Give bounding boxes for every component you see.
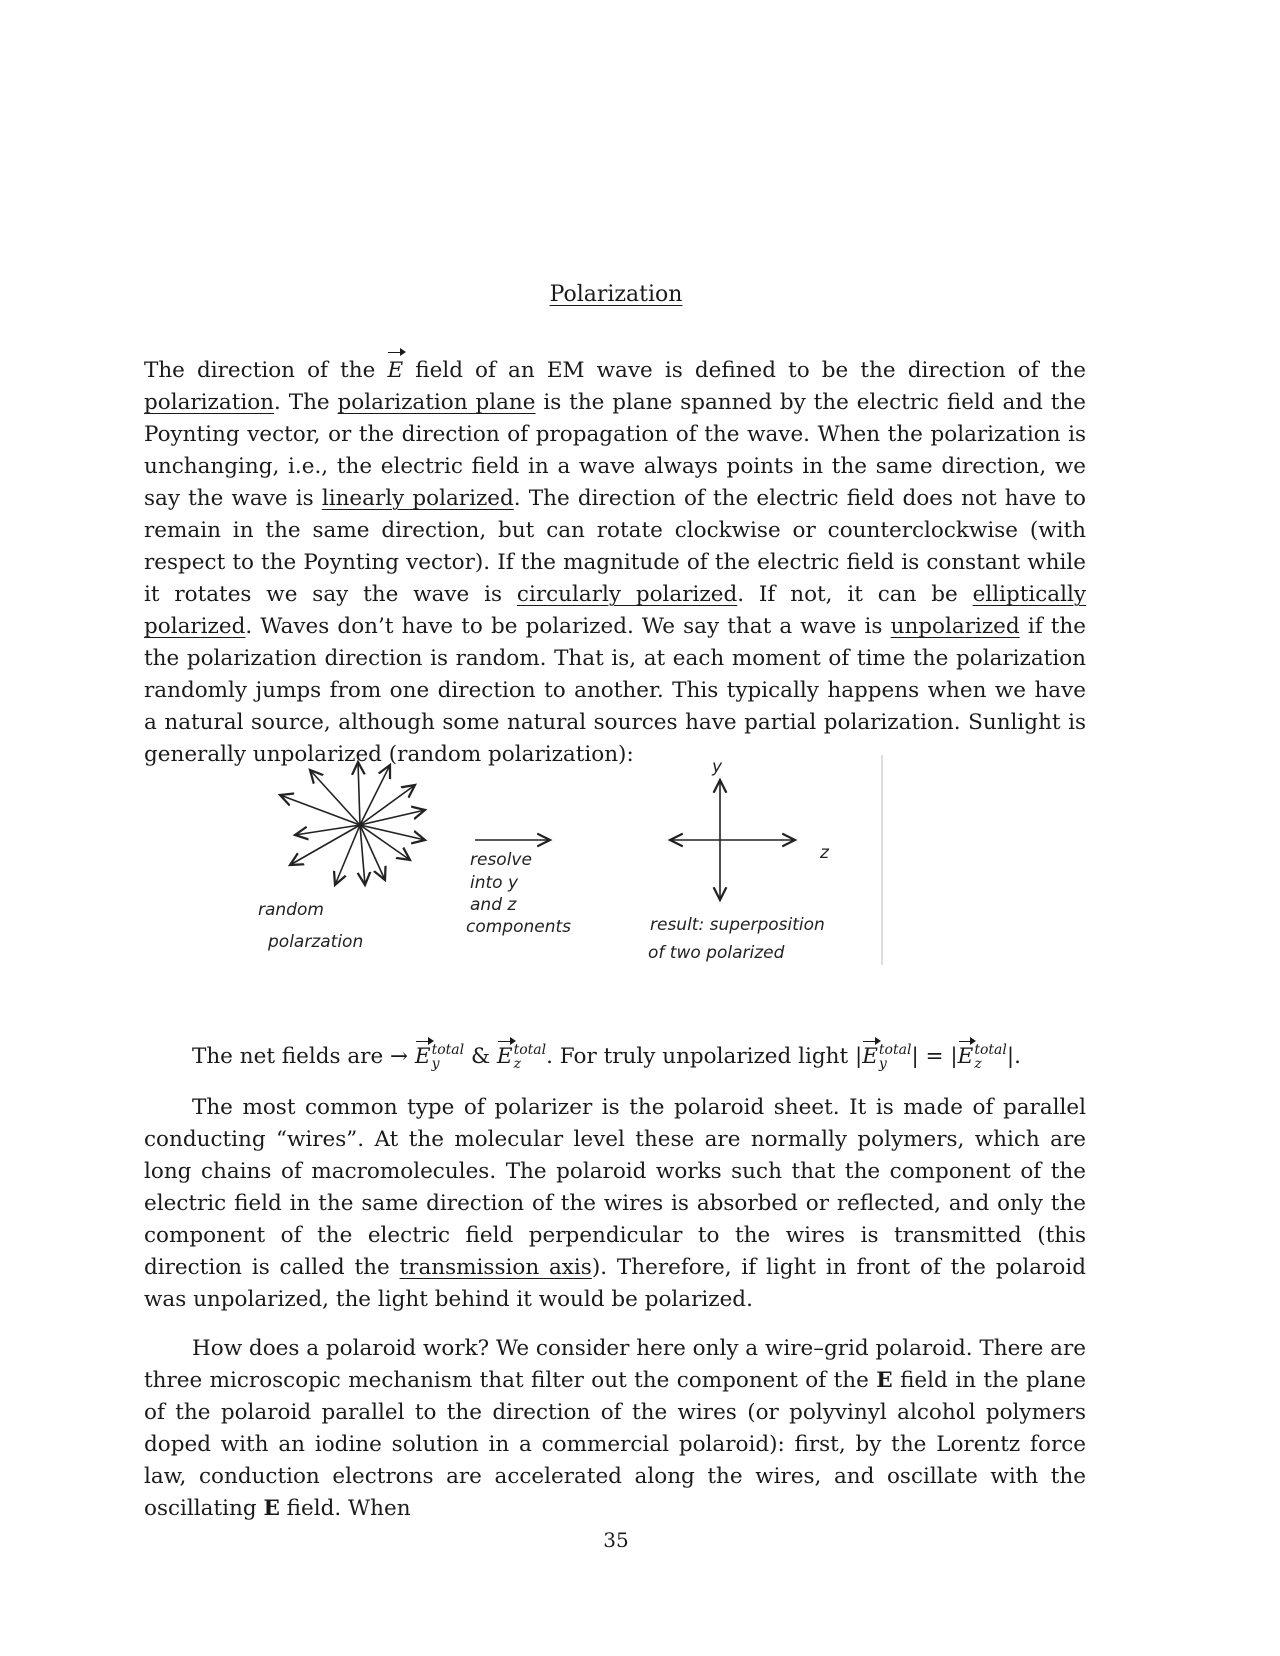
section-title: Polarization [549, 282, 683, 307]
label-and-z: and z [470, 895, 517, 915]
term-polarization-plane: polarization plane [337, 390, 536, 415]
term-polarization: polarization [144, 390, 275, 415]
paragraph-definitions: The direction of the E field of an EM wave is defined to be the direction of the polarization. The polarization plane is the plane spanned by the electric field and the Poynting vector, or the direction of propagation of the wave. When the polarization is unchanging, i.e., the electric field in a wave always points in the same direction, we say the wave is linearly polarized. The direction of the electric field does not have to remain in the same direction, but can rotate clockwise or counterclockwise (with respect to the Poynting vector). If the magnitude of the electric field is constant while it rotates we say the wave is circularly polarized. If not, it can be elliptically polarized. Waves don’t have to be polarized. We say that a wave is unpolarized if the the polarization direction is random. That is, at each moment of time the polarization randomly jumps from one direction to another. This typically happens when we have a natural source, although some natural sources have partial polarization. Sunlight is generally unpolarized (random polarization): [144, 355, 1086, 771]
vector-e-symbol: E [387, 355, 403, 387]
handwritten-polarization-figure [250, 750, 970, 1030]
label-polarization: polarzation [268, 932, 364, 952]
page-number: 35 [603, 1528, 629, 1552]
yz-component-axes [670, 780, 795, 900]
label-two-polarized: of two polarized [648, 943, 785, 963]
term-linearly-polarized: linearly polarized [321, 486, 514, 511]
label-result: result: superposition [650, 915, 825, 935]
term-unpolarized: unpolarized [890, 614, 1020, 639]
label-into-y: into y [470, 873, 519, 893]
axis-label-z: z [820, 843, 829, 863]
label-random: random [258, 900, 324, 920]
net-fields-line: The net fields are → E total y & E total z . For truly unpolarized light |E total y | = |E total z |. [192, 1042, 1021, 1072]
paragraph-polaroid-mechanism: How does a polaroid work? We consider here only a wire–grid polaroid. There are three microscopic mechanism that filter out the component of the E field in the plane of the polaroid parallel to the direction of the wires (or polyvinyl alcohol polymers doped with an iodine solution in a commercial polaroid): first, by the Lorentz force law, conduction electrons are accelerated along the wires, and oscillate with the oscillating E field. When [144, 1336, 1086, 1521]
random-polarization-star [280, 762, 425, 885]
term-transmission-axis: transmission axis [399, 1255, 592, 1280]
paragraph-polaroid-sheet: The most common type of polarizer is the polaroid sheet. It is made of parallel conducting “wires”. At the molecular level these are normally polymers, which are long chains of macromolecules. The polaroid works such that the component of the electric field in the same direction of the wires is absorbed or reflected, and only the component of the electric field perpendicular to the wires is transmitted (this direction is called the transmission axis). Therefore, if light in front of the polaroid was unpolarized, the light behind it would be polarized. [144, 1095, 1086, 1312]
term-circularly-polarized: circularly polarized [516, 582, 738, 607]
label-components: components [466, 917, 572, 937]
term-elliptically-polarized: elliptically polarized [144, 582, 1087, 639]
label-resolve: resolve [470, 850, 532, 870]
axis-label-y: y [712, 757, 723, 777]
